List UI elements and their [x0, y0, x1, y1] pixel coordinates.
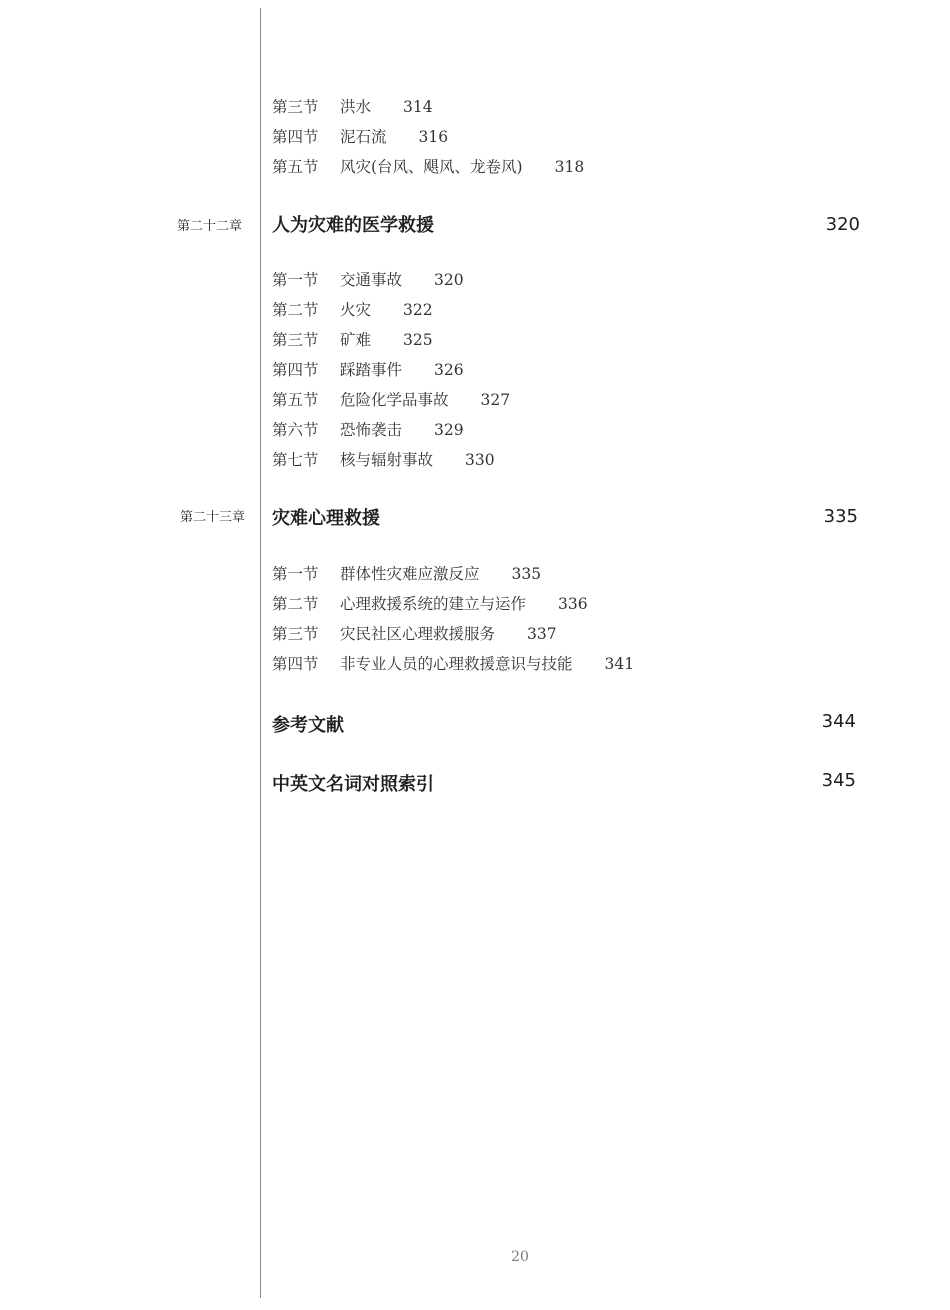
section-title: 非专业人员的心理救援意识与技能	[340, 655, 573, 673]
section-number: 第三节	[272, 625, 319, 643]
section-page: 320	[434, 271, 464, 289]
toc-entry[interactable]	[272, 299, 433, 321]
references-page: 344	[821, 711, 856, 732]
section-page: 314	[403, 98, 433, 116]
chapter-title[interactable]: 灾难心理救援	[272, 508, 380, 529]
toc-entry[interactable]	[272, 269, 464, 291]
section-page: 322	[403, 301, 433, 319]
section-page: 341	[604, 655, 635, 673]
toc-entry[interactable]	[272, 563, 541, 585]
toc-entry[interactable]	[272, 449, 495, 471]
chapter-page: 320	[825, 214, 860, 235]
section-page: 326	[434, 361, 464, 379]
section-number: 第三节	[272, 98, 319, 116]
section-number: 第五节	[272, 391, 319, 409]
section-number: 第二节	[272, 595, 319, 613]
section-title: 灾民社区心理救援服务	[340, 625, 496, 643]
chapter-title[interactable]: 人为灾难的医学救援	[272, 215, 434, 236]
section-number: 第四节	[272, 655, 319, 673]
section-number: 第七节	[272, 451, 319, 469]
toc-entry[interactable]	[272, 126, 448, 148]
toc-entry[interactable]	[272, 96, 433, 118]
section-page: 336	[558, 595, 588, 613]
section-title: 恐怖袭击	[340, 421, 403, 439]
section-page: 327	[480, 391, 511, 409]
index-page: 345	[821, 770, 856, 791]
section-number: 第四节	[272, 361, 319, 379]
section-number: 第四节	[272, 128, 319, 146]
section-page: 316	[418, 128, 449, 146]
margin-rule	[260, 8, 261, 1298]
section-number: 第六节	[272, 421, 319, 439]
section-number: 第三节	[272, 331, 319, 349]
section-number: 第一节	[272, 565, 319, 583]
section-title: 交通事故	[340, 271, 403, 289]
section-title: 核与辐射事故	[340, 451, 434, 469]
toc-entry[interactable]	[272, 156, 584, 178]
section-title: 矿难	[340, 331, 372, 349]
references-title[interactable]: 参考文献	[272, 715, 344, 736]
toc-entry[interactable]	[272, 389, 510, 411]
page-number: 20	[511, 1249, 529, 1265]
index-title[interactable]: 中英文名词对照索引	[272, 774, 434, 795]
section-number: 第二节	[272, 301, 319, 319]
toc-entry[interactable]	[272, 329, 433, 351]
chapter-label: 第二十三章	[180, 510, 246, 525]
section-title: 心理救援系统的建立与运作	[340, 595, 527, 613]
section-title: 泥石流	[340, 128, 387, 146]
section-number: 第五节	[272, 158, 319, 176]
section-page: 325	[403, 331, 433, 349]
section-title: 洪水	[340, 98, 372, 116]
section-page: 337	[527, 625, 557, 643]
section-title: 危险化学品事故	[340, 391, 449, 409]
section-page: 335	[511, 565, 542, 583]
chapter-label: 第二十二章	[177, 219, 243, 234]
section-title: 火灾	[340, 301, 372, 319]
toc-entry[interactable]	[272, 623, 557, 645]
section-page: 330	[465, 451, 495, 469]
section-title: 风灾(台风、飓风、龙卷风)	[340, 158, 523, 176]
section-number: 第一节	[272, 271, 319, 289]
section-title: 踩踏事件	[340, 361, 403, 379]
toc-entry[interactable]	[272, 419, 464, 441]
toc-entry[interactable]	[272, 653, 634, 675]
section-page: 318	[554, 158, 585, 176]
section-page: 329	[434, 421, 464, 439]
chapter-page: 335	[823, 506, 858, 527]
toc-entry[interactable]	[272, 359, 464, 381]
toc-entry[interactable]	[272, 593, 588, 615]
section-title: 群体性灾难应激反应	[340, 565, 480, 583]
